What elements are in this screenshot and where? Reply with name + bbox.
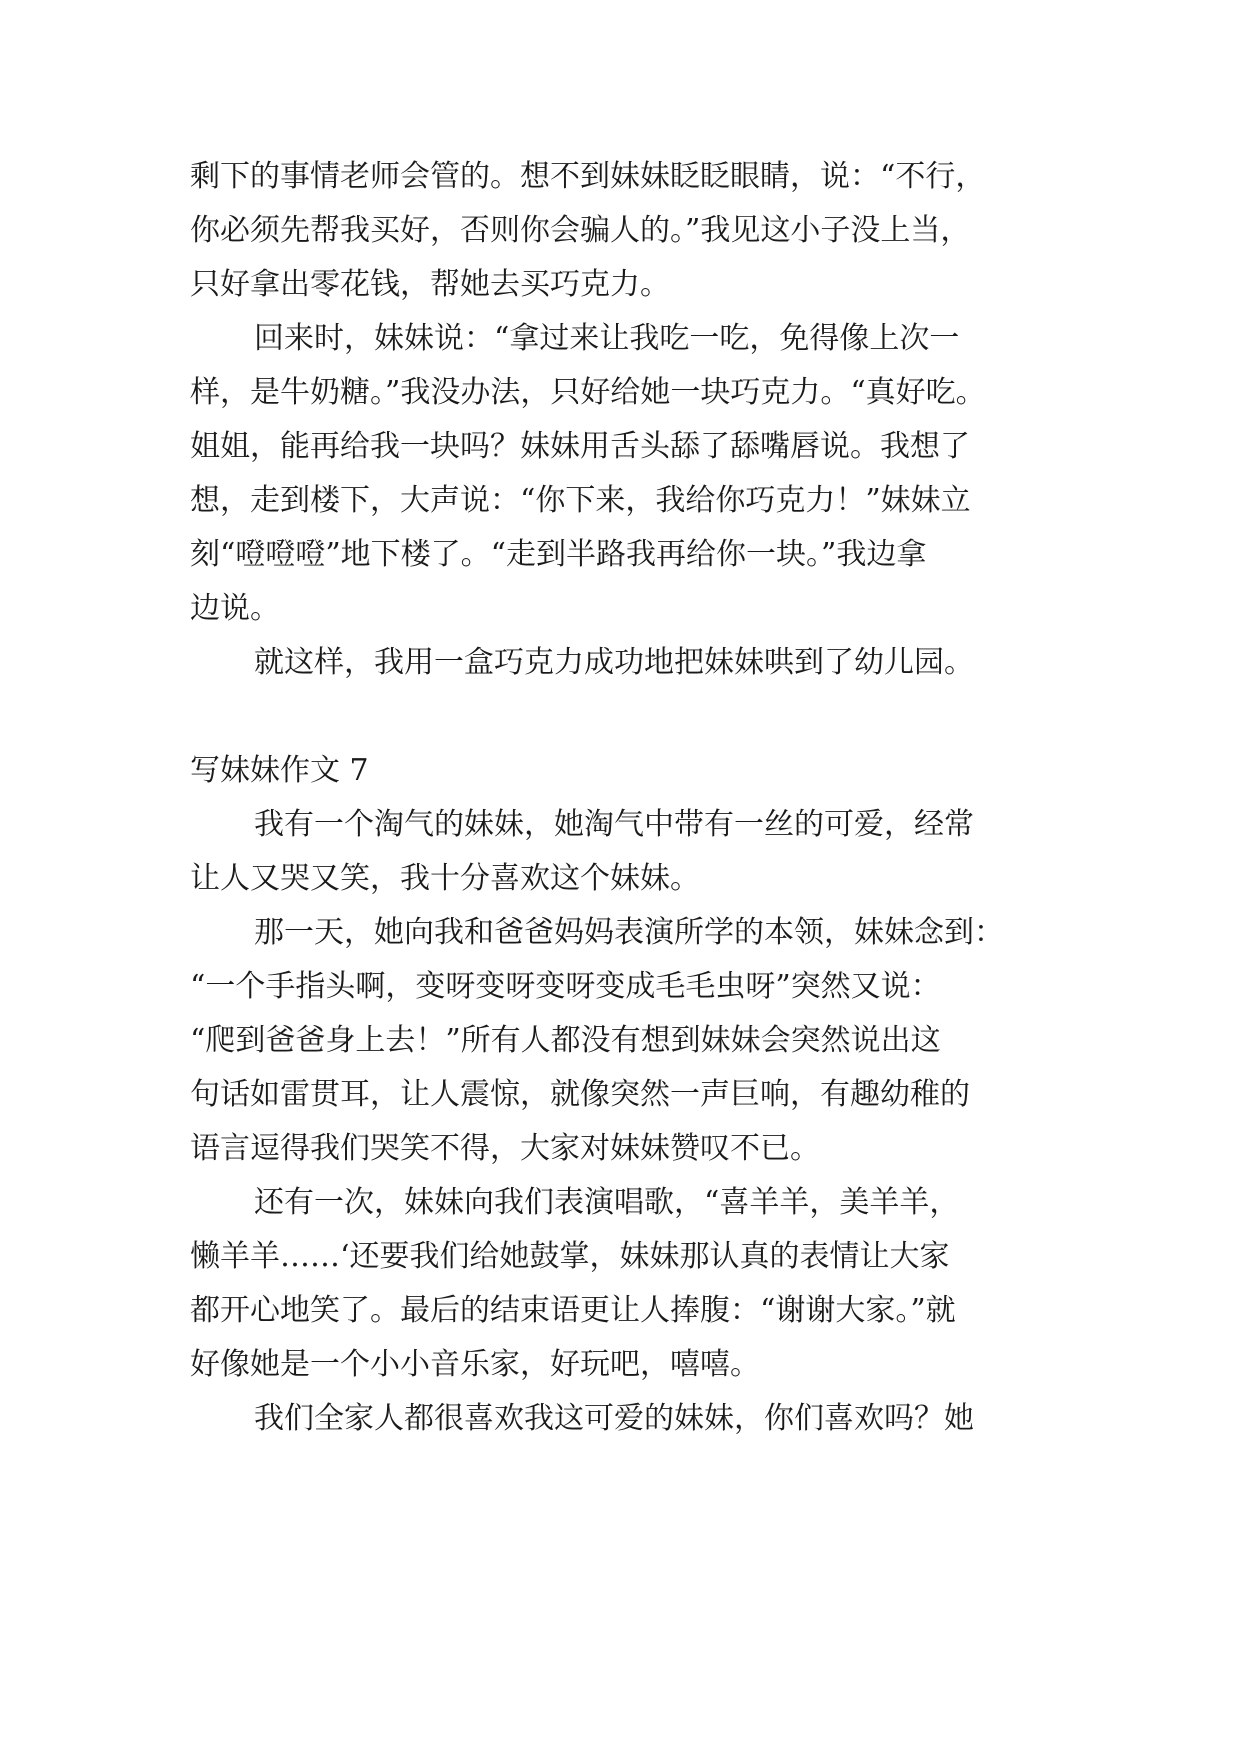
text-line: 好像她是一个小小音乐家，好玩吧，嘻嘻。: [190, 1347, 760, 1382]
text-line: 懒羊羊……‘还要我们给她鼓掌，妹妹那认真的表情让大家: [190, 1239, 950, 1274]
text-line: 让人又哭又笑，我十分喜欢这个妹妹。: [190, 861, 700, 896]
text-line: 刻“噔噔噔”地下楼了。“走到半路我再给你一块。”我边拿: [190, 537, 927, 572]
text-line: 边说。: [190, 591, 280, 626]
text-line: 姐姐，能再给我一块吗？妹妹用舌头舔了舔嘴唇说。我想了: [190, 429, 970, 464]
text-line: 那一天，她向我和爸爸妈妈表演所学的本领，妹妹念到：: [254, 915, 1004, 950]
document-page: [190, 150, 1060, 1446]
text-line: 都开心地笑了。最后的结束语更让人捧腹：“谢谢大家。”就: [190, 1293, 956, 1328]
text-line: 想，走到楼下，大声说：“你下来，我给你巧克力！”妹妹立: [190, 483, 971, 518]
text-line: 就这样，我用一盒巧克力成功地把妹妹哄到了幼儿园。: [254, 645, 974, 680]
text-line: 我们全家人都很喜欢我这可爱的妹妹，你们喜欢吗？她: [254, 1401, 974, 1436]
text-line: “爬到爸爸身上去！”所有人都没有想到妹妹会突然说出这: [190, 1023, 941, 1058]
text-line: “一个手指头啊，变呀变呀变呀变成毛毛虫呀”突然又说：: [190, 969, 941, 1004]
text-line: 剩下的事情老师会管的。想不到妹妹眨眨眼睛，说：“不行，: [190, 159, 986, 194]
text-line: 还有一次，妹妹向我们表演唱歌，“喜羊羊，美羊羊，: [254, 1185, 960, 1220]
section-title: 写妹妹作文 7: [190, 753, 369, 788]
text-line: 我有一个淘气的妹妹，她淘气中带有一丝的可爱，经常: [254, 807, 974, 842]
text-line: 语言逗得我们哭笑不得，大家对妹妹赞叹不已。: [190, 1131, 820, 1166]
text-line: 只好拿出零花钱，帮她去买巧克力。: [190, 267, 670, 302]
text-line: 你必须先帮我买好，否则你会骗人的。”我见这小子没上当，: [190, 213, 971, 248]
text-line: 样，是牛奶糖。”我没办法，只好给她一块巧克力。“真好吃。: [190, 375, 986, 410]
text-line: 句话如雷贯耳，让人震惊，就像突然一声巨响，有趣幼稚的: [190, 1077, 970, 1112]
text-line: 回来时，妹妹说：“拿过来让我吃一吃，免得像上次一: [254, 321, 960, 356]
